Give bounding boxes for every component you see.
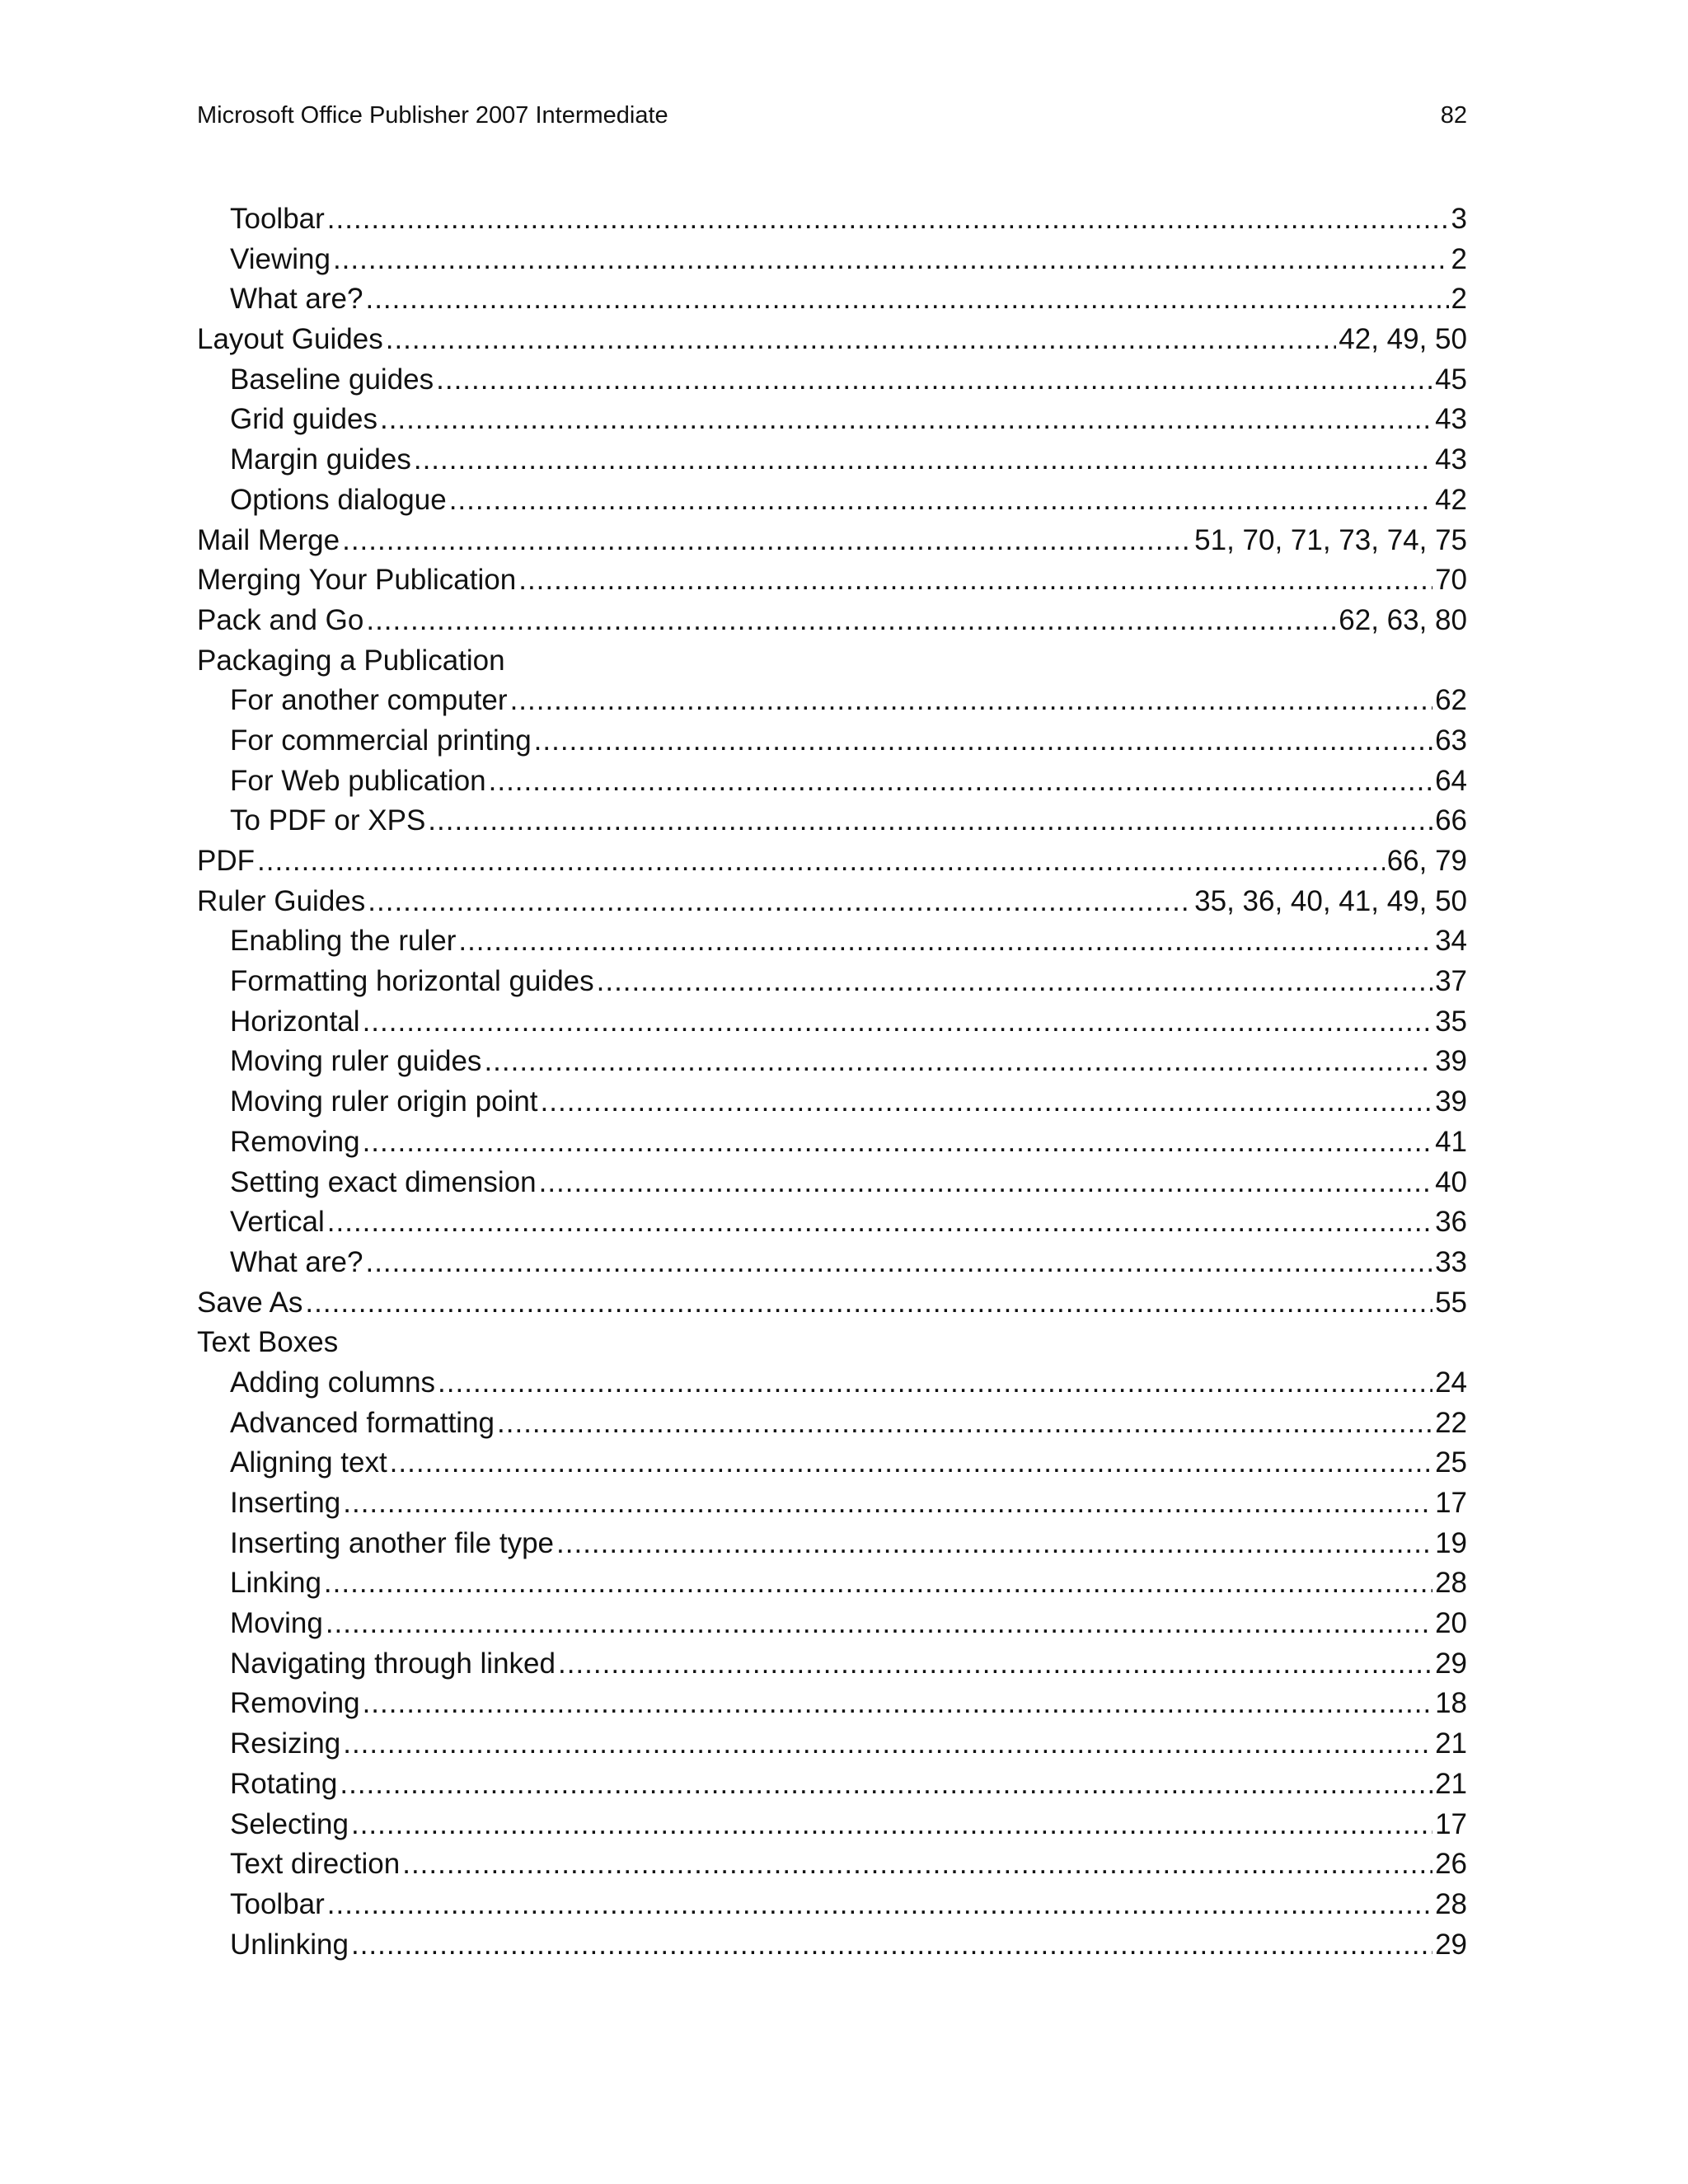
entry-label: Moving	[230, 1607, 323, 1640]
index-subentry	[197, 801, 1467, 841]
index-subentry	[197, 1885, 1467, 1925]
index-entry	[197, 641, 1467, 682]
entry-label: Layout Guides	[197, 323, 383, 356]
entry-pages: 42, 49, 50	[1339, 323, 1467, 356]
entry-label: Toolbar	[230, 1887, 325, 1920]
entry-label: For Web publication	[230, 764, 486, 797]
dot-leader	[342, 521, 1192, 561]
dot-leader	[390, 1443, 1432, 1483]
dot-leader	[327, 1202, 1432, 1243]
dot-leader	[484, 1042, 1432, 1082]
entry-pages: 55	[1435, 1286, 1467, 1319]
dot-leader	[351, 1925, 1432, 1966]
dot-leader	[333, 240, 1449, 280]
entry-pages: 2	[1451, 242, 1467, 275]
dot-leader	[380, 400, 1432, 440]
entry-label: Removing	[230, 1125, 360, 1158]
entry-label: Grid guides	[230, 403, 377, 436]
index-entry	[197, 841, 1467, 882]
index-subentry	[197, 1122, 1467, 1163]
entry-label: Horizontal	[230, 1005, 360, 1038]
dot-leader	[351, 1805, 1432, 1845]
entry-pages: 35, 36, 40, 41, 49, 50	[1194, 884, 1467, 917]
entry-pages: 33	[1435, 1245, 1467, 1278]
entry-label: Linking	[230, 1567, 321, 1600]
entry-label: Toolbar	[230, 203, 325, 235]
index-subentry	[197, 199, 1467, 240]
dot-leader	[363, 1122, 1432, 1163]
entry-pages: 2	[1451, 283, 1467, 316]
index-subentry	[197, 360, 1467, 401]
entry-label: Text direction	[230, 1848, 401, 1881]
entry-pages: 26	[1435, 1848, 1467, 1881]
dot-leader	[489, 762, 1432, 802]
entry-pages: 70	[1435, 564, 1467, 597]
dot-leader	[326, 1604, 1432, 1644]
index-subentry	[197, 1925, 1467, 1966]
index-entry	[197, 1323, 1467, 1363]
entry-pages: 62	[1435, 684, 1467, 717]
index-entry	[197, 601, 1467, 641]
entry-pages: 21	[1435, 1727, 1467, 1760]
index-subentry	[197, 1684, 1467, 1724]
entry-pages: 17	[1435, 1487, 1467, 1519]
index-subentry	[197, 1082, 1467, 1122]
entry-label: Margin guides	[230, 443, 411, 476]
entry-label: Moving ruler guides	[230, 1045, 482, 1078]
dot-leader	[436, 360, 1432, 401]
entry-label: Adding columns	[230, 1366, 436, 1399]
dot-leader	[541, 1082, 1433, 1122]
entry-label: Viewing	[230, 242, 331, 275]
entry-label: Removing	[230, 1687, 360, 1720]
index-subentry	[197, 1404, 1467, 1444]
entry-pages: 43	[1435, 443, 1467, 476]
entry-pages: 24	[1435, 1366, 1467, 1399]
entry-pages: 62, 63, 80	[1339, 603, 1467, 636]
entry-pages: 43	[1435, 403, 1467, 436]
entry-pages: 36	[1435, 1206, 1467, 1239]
entry-label: For commercial printing	[230, 724, 532, 757]
index-subentry	[197, 1724, 1467, 1765]
dot-leader	[343, 1483, 1432, 1524]
entry-pages: 28	[1435, 1887, 1467, 1920]
dot-leader	[534, 721, 1432, 762]
entry-pages: 20	[1435, 1607, 1467, 1640]
dot-leader	[449, 480, 1432, 521]
entry-pages: 64	[1435, 764, 1467, 797]
index-subentry	[197, 1042, 1467, 1082]
index-subentry	[197, 279, 1467, 320]
dot-leader	[365, 1243, 1432, 1283]
dot-leader	[597, 962, 1432, 1002]
entry-label: Options dialogue	[230, 483, 447, 516]
index-subentry	[197, 400, 1467, 440]
index-subentry	[197, 681, 1467, 721]
index-subentry	[197, 1765, 1467, 1805]
index-subentry	[197, 1844, 1467, 1885]
dot-leader	[558, 1644, 1432, 1685]
entry-pages: 37	[1435, 965, 1467, 998]
dot-leader	[365, 279, 1448, 320]
index-entry	[197, 882, 1467, 922]
index-list	[197, 199, 1467, 1965]
entry-pages: 19	[1435, 1526, 1467, 1559]
index-subentry	[197, 1644, 1467, 1685]
entry-pages: 25	[1435, 1446, 1467, 1479]
dot-leader	[510, 681, 1433, 721]
entry-label: Text Boxes	[197, 1326, 339, 1359]
dot-leader	[343, 1724, 1432, 1765]
dot-leader	[305, 1283, 1432, 1324]
entry-label: For another computer	[230, 684, 508, 717]
dot-leader	[327, 1885, 1432, 1925]
index-entry	[197, 1283, 1467, 1324]
entry-pages: 21	[1435, 1767, 1467, 1800]
index-subentry	[197, 1443, 1467, 1483]
index-entry	[197, 560, 1467, 601]
entry-label: Merging Your Publication	[197, 564, 517, 597]
entry-label: Vertical	[230, 1206, 325, 1239]
entry-label: Enabling the ruler	[230, 925, 457, 958]
page-number: 82	[1440, 101, 1467, 129]
entry-label: Advanced formatting	[230, 1406, 495, 1439]
entry-label: Setting exact dimension	[230, 1165, 537, 1198]
entry-label: Save As	[197, 1286, 303, 1319]
entry-pages: 35	[1435, 1005, 1467, 1038]
index-subentry	[197, 480, 1467, 521]
entry-pages: 29	[1435, 1928, 1467, 1961]
index-subentry	[197, 721, 1467, 762]
entry-pages: 39	[1435, 1045, 1467, 1078]
entry-pages: 42	[1435, 483, 1467, 516]
entry-label: Formatting horizontal guides	[230, 965, 594, 998]
dot-leader	[363, 1002, 1432, 1043]
index-subentry	[197, 1002, 1467, 1043]
index-subentry	[197, 240, 1467, 280]
entry-pages: 3	[1451, 203, 1467, 235]
entry-label: Inserting	[230, 1487, 341, 1519]
dot-leader	[324, 1563, 1432, 1604]
dot-leader	[518, 560, 1432, 601]
index-subentry	[197, 1524, 1467, 1564]
entry-pages: 22	[1435, 1406, 1467, 1439]
dot-leader	[327, 199, 1449, 240]
entry-label: Ruler Guides	[197, 884, 366, 917]
entry-pages: 66	[1435, 804, 1467, 837]
dot-leader	[414, 440, 1432, 480]
index-subentry	[197, 1563, 1467, 1604]
dot-leader	[539, 1163, 1432, 1203]
dot-leader	[438, 1363, 1432, 1404]
entry-pages: 45	[1435, 363, 1467, 396]
entry-label: Navigating through linked	[230, 1647, 556, 1680]
dot-leader	[428, 801, 1432, 841]
dot-leader	[458, 921, 1432, 962]
dot-leader	[497, 1404, 1432, 1444]
entry-label: To PDF or XPS	[230, 804, 426, 837]
entry-label: Resizing	[230, 1727, 341, 1760]
index-subentry	[197, 921, 1467, 962]
index-subentry	[197, 1202, 1467, 1243]
dot-leader	[556, 1524, 1432, 1564]
dot-leader	[363, 1684, 1432, 1724]
entry-label: PDF	[197, 845, 255, 877]
index-subentry	[197, 962, 1467, 1002]
entry-label: Pack and Go	[197, 603, 364, 636]
entry-pages: 40	[1435, 1165, 1467, 1198]
index-subentry	[197, 1604, 1467, 1644]
entry-pages: 29	[1435, 1647, 1467, 1680]
entry-pages: 39	[1435, 1085, 1467, 1118]
entry-label: Inserting another file type	[230, 1526, 555, 1559]
entry-pages: 17	[1435, 1807, 1467, 1840]
index-subentry	[197, 1483, 1467, 1524]
dot-leader	[340, 1765, 1432, 1805]
entry-pages: 63	[1435, 724, 1467, 757]
entry-label: Unlinking	[230, 1928, 349, 1961]
entry-label: Mail Merge	[197, 523, 340, 556]
entry-label: What are?	[230, 283, 363, 316]
index-entry	[197, 320, 1467, 360]
dot-leader	[366, 601, 1336, 641]
entry-label: Moving ruler origin point	[230, 1085, 538, 1118]
index-subentry	[197, 1805, 1467, 1845]
entry-label: Baseline guides	[230, 363, 434, 396]
entry-pages: 34	[1435, 925, 1467, 958]
entry-pages: 41	[1435, 1125, 1467, 1158]
entry-label: Aligning text	[230, 1446, 387, 1479]
dot-leader	[368, 882, 1192, 922]
entry-label: What are?	[230, 1245, 363, 1278]
dot-leader	[402, 1844, 1432, 1885]
entry-pages: 28	[1435, 1567, 1467, 1600]
entry-pages: 51, 70, 71, 73, 74, 75	[1194, 523, 1467, 556]
dot-leader	[386, 320, 1337, 360]
index-entry	[197, 521, 1467, 561]
entry-label: Rotating	[230, 1767, 338, 1800]
index-subentry	[197, 440, 1467, 480]
page-header	[197, 97, 1467, 134]
index-subentry	[197, 1243, 1467, 1283]
entry-pages: 18	[1435, 1687, 1467, 1720]
entry-label: Packaging a Publication	[197, 644, 505, 677]
dot-leader	[257, 841, 1385, 882]
index-subentry	[197, 1363, 1467, 1404]
entry-pages: 66, 79	[1386, 845, 1467, 877]
entry-label: Selecting	[230, 1807, 349, 1840]
document-title: Microsoft Office Publisher 2007 Intermediate	[197, 101, 668, 129]
index-subentry	[197, 762, 1467, 802]
index-subentry	[197, 1163, 1467, 1203]
